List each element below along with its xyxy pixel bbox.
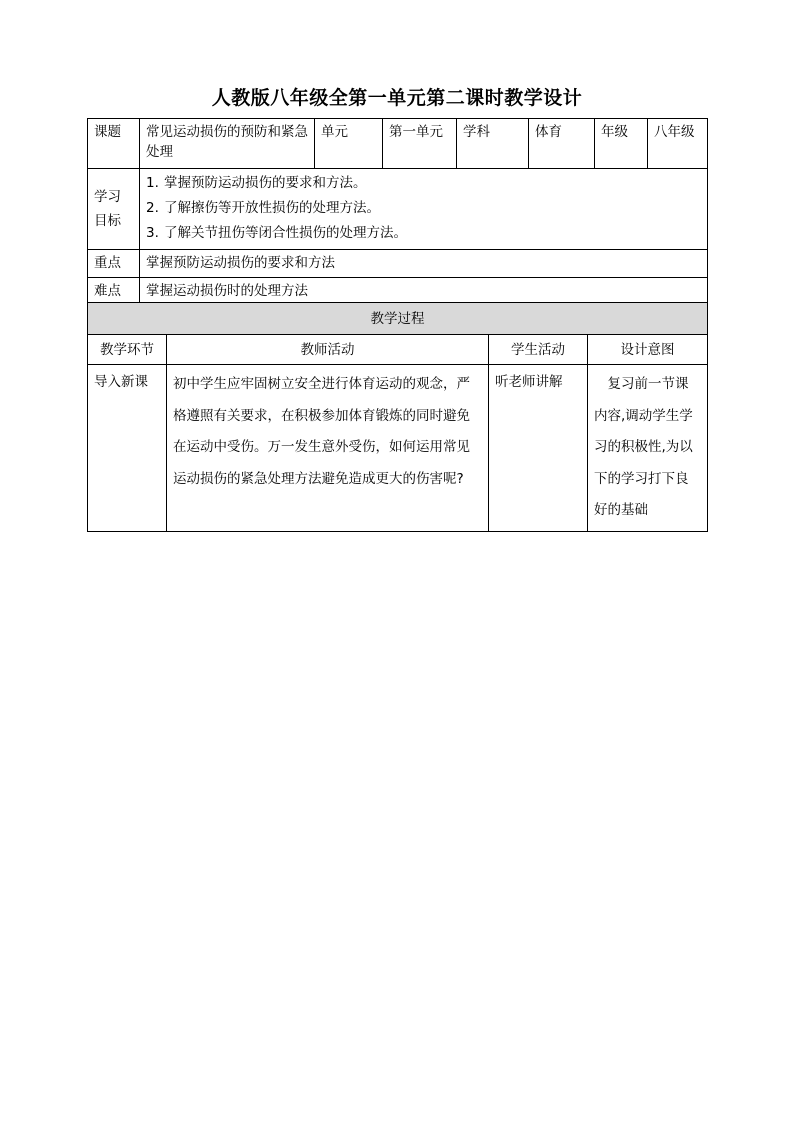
info-row-difficulty <box>88 278 708 305</box>
topic-label: 课题 <box>88 119 140 169</box>
topic-value: 常见运动损伤的预防和紧急处理 <box>140 119 315 169</box>
column-header: 教师活动 <box>167 335 489 365</box>
info-row-basic <box>88 119 708 169</box>
info-row-key <box>88 250 708 278</box>
goals-label: 学习目标 <box>88 169 140 250</box>
stage-cell: 导入新课 <box>88 365 167 532</box>
goal-item: 3. 了解关节扭伤等闭合性损伤的处理方法。 <box>146 225 407 241</box>
process-columns-row <box>88 335 708 365</box>
info-row-goals <box>88 169 708 250</box>
student-activity-cell: 听老师讲解 <box>489 365 588 532</box>
key-value: 掌握预防运动损伤的要求和方法 <box>140 250 708 278</box>
column-header: 教学环节 <box>88 335 167 365</box>
grade-value: 八年级 <box>648 119 708 169</box>
teaching-process-table <box>87 302 708 532</box>
teacher-activity-cell: 初中学生应牢固树立安全进行体育运动的观念，严格遵照有关要求，在积极参加体育锻炼的同时避免在运动中受伤。万一发生意外受伤，如何运用常见运动损伤的紧急处理方法避免造成更大的伤害呢? <box>167 365 489 532</box>
lesson-info-table <box>87 118 708 305</box>
goal-item: 2. 了解擦伤等开放性损伤的处理方法。 <box>146 200 380 216</box>
goal-item: 1. 掌握预防运动损伤的要求和方法。 <box>146 175 367 191</box>
unit-label: 单元 <box>315 119 383 169</box>
goals-list <box>140 169 708 250</box>
column-header: 设计意图 <box>588 335 708 365</box>
column-header: 学生活动 <box>489 335 588 365</box>
grade-label: 年级 <box>595 119 648 169</box>
subject-label: 学科 <box>457 119 529 169</box>
unit-value: 第一单元 <box>383 119 457 169</box>
process-header: 教学过程 <box>88 303 708 335</box>
key-label: 重点 <box>88 250 140 278</box>
process-header-row <box>88 303 708 335</box>
subject-value: 体育 <box>529 119 595 169</box>
design-intent-cell: 复习前一节课内容,调动学生学习的积极性,为以下的学习打下良好的基础 <box>588 365 708 532</box>
difficulty-value: 掌握运动损伤时的处理方法 <box>140 278 708 305</box>
difficulty-label: 难点 <box>88 278 140 305</box>
table-row <box>88 365 708 532</box>
document-title: 人教版八年级全第一单元第二课时教学设计 <box>211 87 583 109</box>
